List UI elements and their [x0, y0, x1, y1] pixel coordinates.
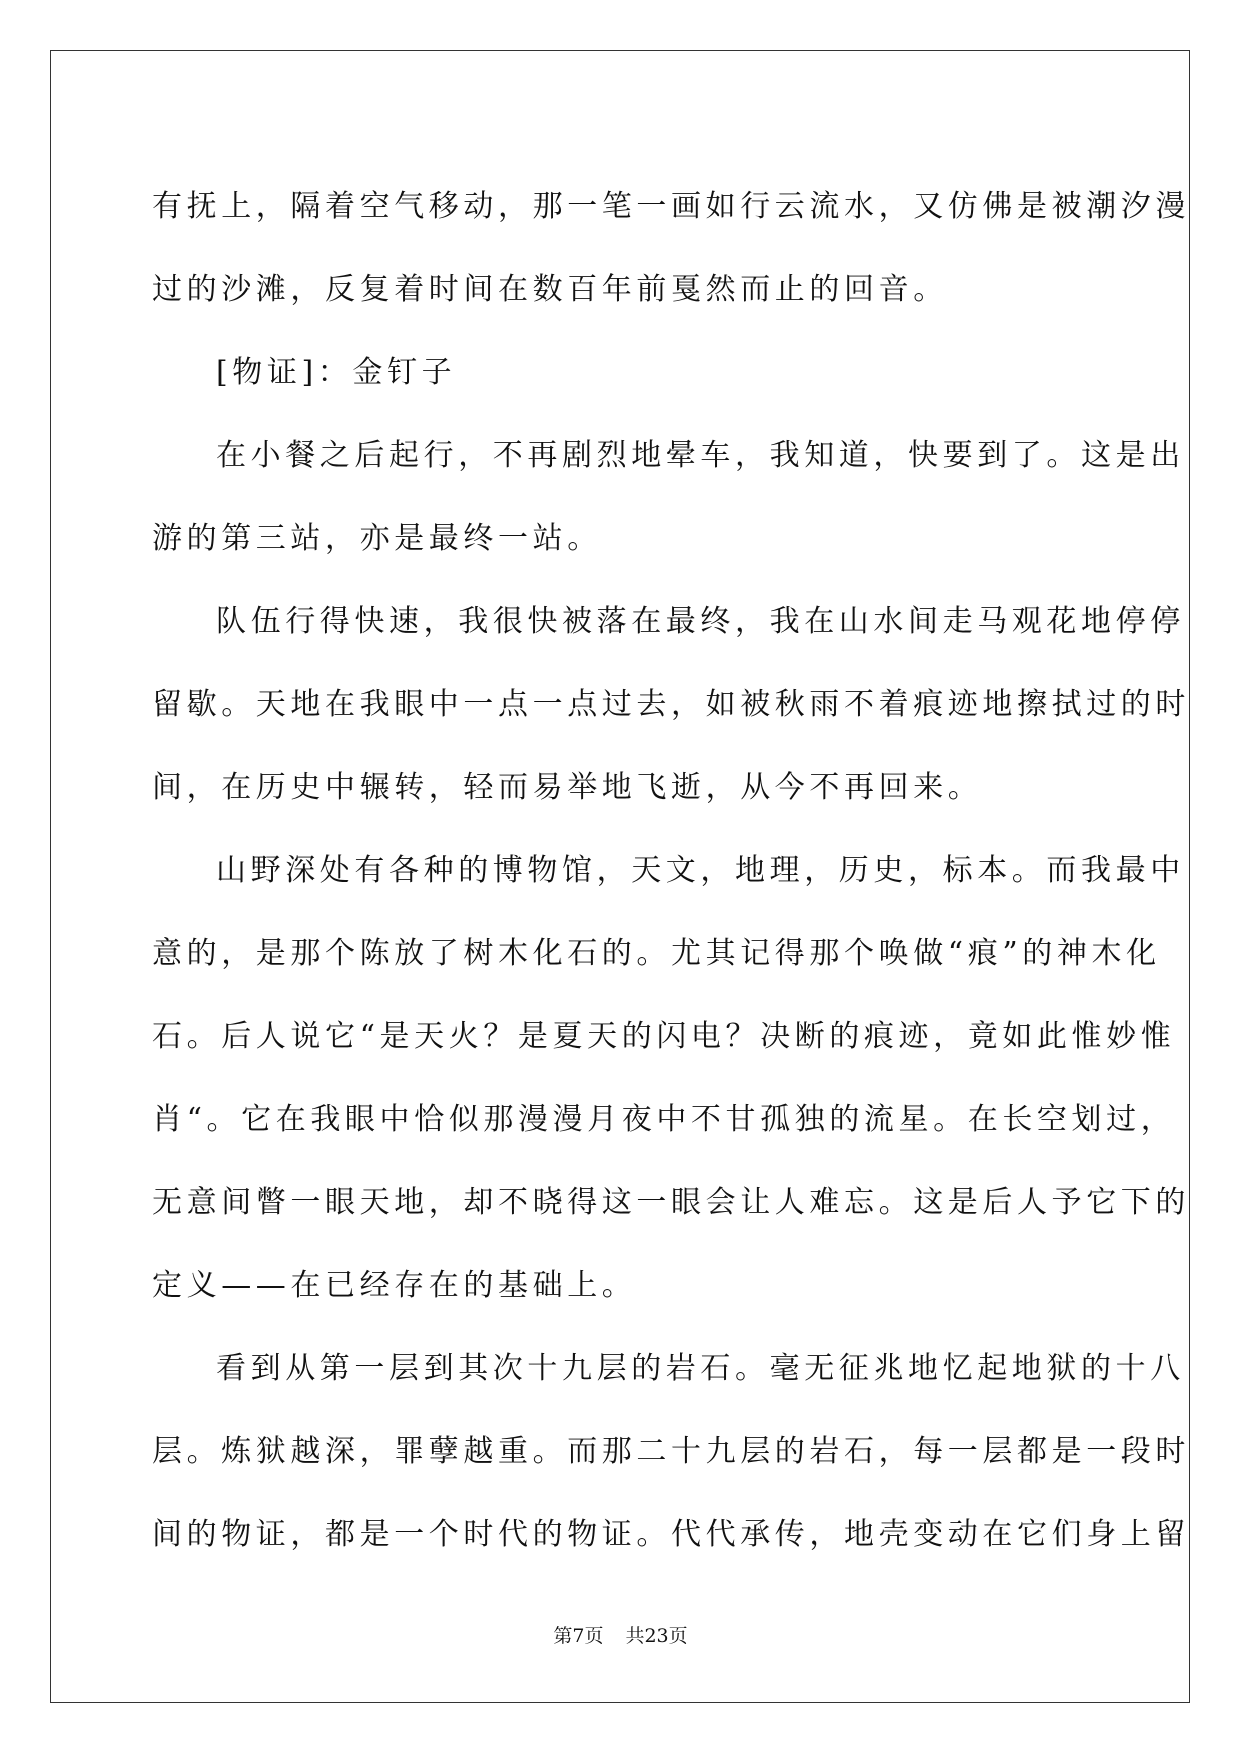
text-line: 过的沙滩，反复着时间在数百年前戛然而止的回音。: [152, 272, 948, 307]
text-line: 层。炼狱越深，罪孽越重。而那二十九层的岩石，每一层都是一段时: [152, 1434, 1190, 1469]
text-line: 无意间瞥一眼天地，却不晓得这一眼会让人难忘。这是后人予它下的: [152, 1185, 1190, 1220]
text-line: 肖“。它在我眼中恰似那漫漫月夜中不甘孤独的流星。在长空划过，: [152, 1102, 1176, 1137]
page-number: 第7页: [553, 1625, 604, 1647]
page-total: 共23页: [625, 1625, 688, 1647]
document-body: [152, 165, 1190, 1576]
text-line: 山野深处有各种的博物馆，天文，地理，历史，标本。而我最中: [216, 853, 1185, 888]
text-line: 间，在历史中辗转，轻而易举地飞逝，从今不再回来。: [152, 770, 983, 805]
text-line: 定义——在已经存在的基础上。: [152, 1268, 637, 1303]
text-line: 石。后人说它“是天火？是夏天的闪电？决断的痕迹，竟如此惟妙惟: [152, 1019, 1176, 1054]
text-line: 队伍行得快速，我很快被落在最终，我在山水间走马观花地停停: [216, 604, 1185, 639]
text-line: 游的第三站，亦是最终一站。: [152, 521, 602, 556]
text-line: 意的，是那个陈放了树木化石的。尤其记得那个唤做“痕”的神木化: [152, 936, 1161, 971]
section-heading: [物证]：金钉子: [216, 355, 457, 390]
text-line: 间的物证，都是一个时代的物证。代代承传，地壳变动在它们身上留: [152, 1517, 1190, 1552]
text-line: 在小餐之后起行，不再剧烈地晕车，我知道，快要到了。这是出: [216, 438, 1185, 473]
page-footer: [0, 1624, 1241, 1648]
text-line: 有抚上，隔着空气移动，那一笔一画如行云流水，又仿佛是被潮汐漫: [152, 189, 1190, 224]
text-line: 看到从第一层到其次十九层的岩石。毫无征兆地忆起地狱的十八: [216, 1351, 1185, 1386]
text-line: 留歇。天地在我眼中一点一点过去，如被秋雨不着痕迹地擦拭过的时: [152, 687, 1190, 722]
